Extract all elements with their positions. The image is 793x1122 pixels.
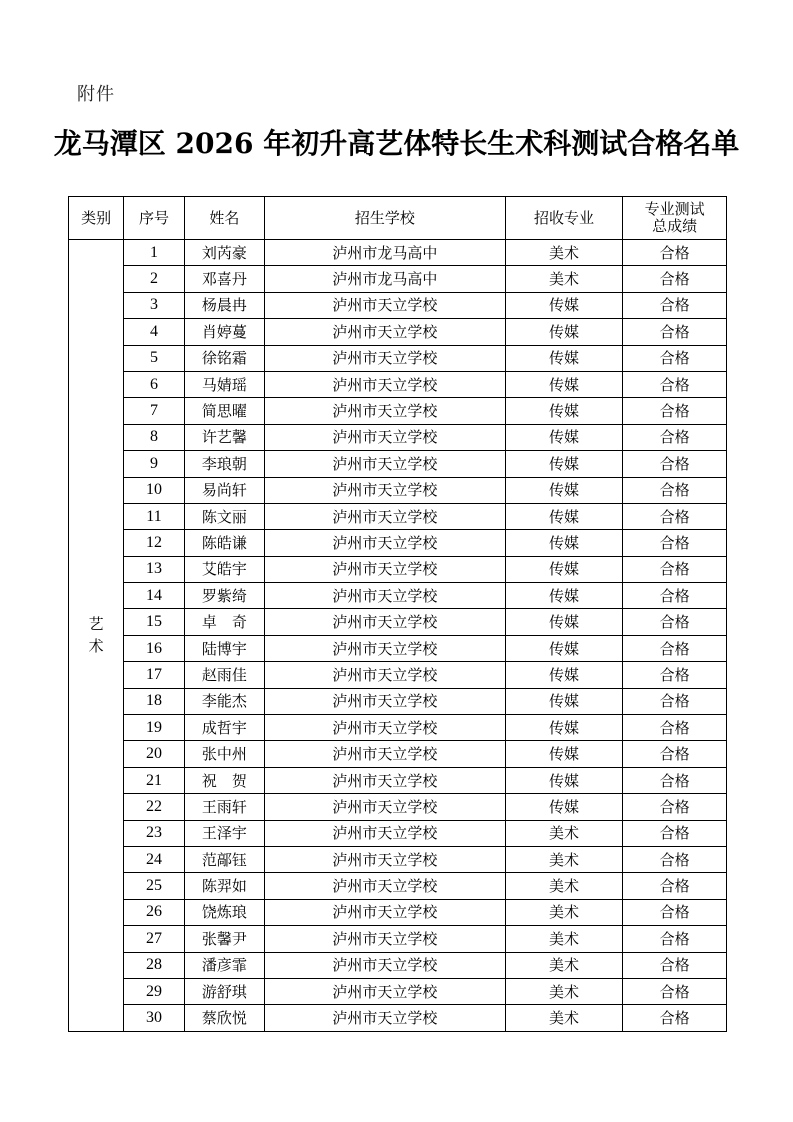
major-cell: 传媒 [505,530,623,556]
table-row [69,424,727,450]
name-cell: 王雨轩 [184,794,264,820]
school-cell: 泸州市天立学校 [265,952,505,978]
name-cell: 易尚轩 [184,477,264,503]
major-cell: 传媒 [505,319,623,345]
result-cell: 合格 [623,503,727,529]
name-cell: 许艺馨 [184,424,264,450]
name-cell: 罗紫绮 [184,583,264,609]
school-cell: 泸州市天立学校 [265,503,505,529]
major-cell: 传媒 [505,767,623,793]
table-row [69,503,727,529]
table-row [69,846,727,872]
name-cell: 卓 奇 [184,609,264,635]
result-cell: 合格 [623,609,727,635]
school-cell: 泸州市天立学校 [265,609,505,635]
table-row [69,899,727,925]
table-header-row [69,197,727,240]
school-cell: 泸州市天立学校 [265,583,505,609]
table-row [69,635,727,661]
major-cell: 美术 [505,926,623,952]
number-cell: 12 [124,530,184,556]
result-cell: 合格 [623,398,727,424]
result-cell: 合格 [623,266,727,292]
table-row [69,794,727,820]
table-row [69,767,727,793]
number-cell: 13 [124,556,184,582]
major-cell: 美术 [505,899,623,925]
school-cell: 泸州市天立学校 [265,451,505,477]
name-cell: 张中州 [184,741,264,767]
name-cell: 陈皓谦 [184,530,264,556]
major-cell: 传媒 [505,398,623,424]
result-cell: 合格 [623,345,727,371]
category-label: 艺术 [88,615,104,656]
name-cell: 李能杰 [184,688,264,714]
major-cell: 传媒 [505,451,623,477]
number-cell: 18 [124,688,184,714]
school-cell: 泸州市天立学校 [265,715,505,741]
result-cell: 合格 [623,583,727,609]
header-category: 类别 [69,197,124,240]
major-cell: 传媒 [505,371,623,397]
school-cell: 泸州市天立学校 [265,688,505,714]
table-body [69,240,727,1032]
number-cell: 30 [124,1005,184,1031]
table-row [69,451,727,477]
header-name: 姓名 [184,197,264,240]
header-score-line2: 总成绩 [652,217,698,235]
number-cell: 22 [124,794,184,820]
major-cell: 传媒 [505,583,623,609]
name-cell: 简思曜 [184,398,264,424]
table-row [69,530,727,556]
school-cell: 泸州市天立学校 [265,926,505,952]
major-cell: 美术 [505,820,623,846]
name-cell: 马婧瑶 [184,371,264,397]
number-cell: 15 [124,609,184,635]
school-cell: 泸州市天立学校 [265,978,505,1004]
header-major: 招收专业 [505,197,623,240]
name-cell: 游舒琪 [184,978,264,1004]
school-cell: 泸州市天立学校 [265,873,505,899]
result-cell: 合格 [623,794,727,820]
school-cell: 泸州市天立学校 [265,899,505,925]
name-cell: 祝 贺 [184,767,264,793]
result-cell: 合格 [623,319,727,345]
table-row [69,741,727,767]
number-cell: 3 [124,292,184,318]
table-row [69,688,727,714]
school-cell: 泸州市天立学校 [265,741,505,767]
result-cell: 合格 [623,662,727,688]
major-cell: 美术 [505,1005,623,1031]
table-row [69,240,727,266]
school-cell: 泸州市天立学校 [265,477,505,503]
number-cell: 16 [124,635,184,661]
school-cell: 泸州市天立学校 [265,345,505,371]
attachment-label: 附件 [77,84,115,105]
school-cell: 泸州市天立学校 [265,1005,505,1031]
number-cell: 19 [124,715,184,741]
result-cell: 合格 [623,873,727,899]
result-cell: 合格 [623,635,727,661]
category-cell [69,240,124,1032]
major-cell: 美术 [505,873,623,899]
number-cell: 7 [124,398,184,424]
table-row [69,662,727,688]
number-cell: 2 [124,266,184,292]
table-row [69,1005,727,1031]
number-cell: 11 [124,503,184,529]
name-cell: 赵雨佳 [184,662,264,688]
number-cell: 26 [124,899,184,925]
name-cell: 蔡欣悦 [184,1005,264,1031]
number-cell: 23 [124,820,184,846]
name-cell: 陈羿如 [184,873,264,899]
result-cell: 合格 [623,1005,727,1031]
number-cell: 6 [124,371,184,397]
number-cell: 25 [124,873,184,899]
major-cell: 美术 [505,952,623,978]
major-cell: 美术 [505,240,623,266]
major-cell: 传媒 [505,292,623,318]
number-cell: 27 [124,926,184,952]
name-cell: 张馨尹 [184,926,264,952]
number-cell: 28 [124,952,184,978]
result-cell: 合格 [623,820,727,846]
name-cell: 饶炼琅 [184,899,264,925]
result-cell: 合格 [623,556,727,582]
school-cell: 泸州市龙马高中 [265,240,505,266]
table-row [69,371,727,397]
table-row [69,266,727,292]
table-row [69,319,727,345]
number-cell: 9 [124,451,184,477]
name-cell: 艾皓宇 [184,556,264,582]
school-cell: 泸州市天立学校 [265,767,505,793]
name-cell: 邓喜丹 [184,266,264,292]
school-cell: 泸州市天立学校 [265,530,505,556]
table-row [69,292,727,318]
major-cell: 美术 [505,978,623,1004]
number-cell: 14 [124,583,184,609]
name-cell: 潘彦霏 [184,952,264,978]
result-cell: 合格 [623,240,727,266]
major-cell: 传媒 [505,662,623,688]
school-cell: 泸州市天立学校 [265,846,505,872]
major-cell: 传媒 [505,345,623,371]
table-row [69,398,727,424]
name-cell: 肖婷蔓 [184,319,264,345]
name-cell: 杨晨冉 [184,292,264,318]
number-cell: 1 [124,240,184,266]
school-cell: 泸州市天立学校 [265,556,505,582]
school-cell: 泸州市天立学校 [265,662,505,688]
number-cell: 21 [124,767,184,793]
table-row [69,556,727,582]
header-score [623,197,727,240]
result-cell: 合格 [623,424,727,450]
major-cell: 传媒 [505,741,623,767]
result-cell: 合格 [623,846,727,872]
major-cell: 传媒 [505,794,623,820]
table-row [69,715,727,741]
table-row [69,583,727,609]
major-cell: 传媒 [505,556,623,582]
result-cell: 合格 [623,899,727,925]
table-row [69,345,727,371]
number-cell: 10 [124,477,184,503]
name-cell: 刘芮豪 [184,240,264,266]
result-cell: 合格 [623,371,727,397]
result-cell: 合格 [623,741,727,767]
major-cell: 传媒 [505,477,623,503]
major-cell: 美术 [505,846,623,872]
table-row [69,609,727,635]
name-cell: 成哲宇 [184,715,264,741]
table-row [69,978,727,1004]
number-cell: 29 [124,978,184,1004]
result-cell: 合格 [623,451,727,477]
major-cell: 传媒 [505,688,623,714]
name-cell: 陈文丽 [184,503,264,529]
school-cell: 泸州市天立学校 [265,319,505,345]
number-cell: 5 [124,345,184,371]
school-cell: 泸州市天立学校 [265,292,505,318]
result-cell: 合格 [623,292,727,318]
result-cell: 合格 [623,688,727,714]
table-row [69,873,727,899]
number-cell: 8 [124,424,184,450]
major-cell: 传媒 [505,715,623,741]
school-cell: 泸州市天立学校 [265,635,505,661]
result-cell: 合格 [623,477,727,503]
school-cell: 泸州市天立学校 [265,424,505,450]
school-cell: 泸州市天立学校 [265,794,505,820]
name-cell: 王泽宇 [184,820,264,846]
major-cell: 传媒 [505,635,623,661]
table-row [69,926,727,952]
major-cell: 传媒 [505,609,623,635]
result-cell: 合格 [623,767,727,793]
name-cell: 范鄗钰 [184,846,264,872]
name-cell: 陆博宇 [184,635,264,661]
number-cell: 17 [124,662,184,688]
major-cell: 传媒 [505,424,623,450]
result-cell: 合格 [623,978,727,1004]
document-title: 龙马潭区 2026 年初升高艺体特长生术科测试合格名单 [53,127,740,160]
school-cell: 泸州市天立学校 [265,820,505,846]
header-score-line1: 专业测试 [644,200,705,218]
header-number: 序号 [124,197,184,240]
header-school: 招生学校 [265,197,505,240]
school-cell: 泸州市龙马高中 [265,266,505,292]
name-cell: 徐铭霜 [184,345,264,371]
school-cell: 泸州市天立学校 [265,371,505,397]
number-cell: 24 [124,846,184,872]
number-cell: 4 [124,319,184,345]
table-row [69,952,727,978]
table-row [69,820,727,846]
major-cell: 传媒 [505,503,623,529]
result-cell: 合格 [623,530,727,556]
major-cell: 美术 [505,266,623,292]
qualified-list-table [68,196,727,1032]
result-cell: 合格 [623,926,727,952]
name-cell: 李琅朝 [184,451,264,477]
table-row [69,477,727,503]
result-cell: 合格 [623,952,727,978]
result-cell: 合格 [623,715,727,741]
number-cell: 20 [124,741,184,767]
school-cell: 泸州市天立学校 [265,398,505,424]
